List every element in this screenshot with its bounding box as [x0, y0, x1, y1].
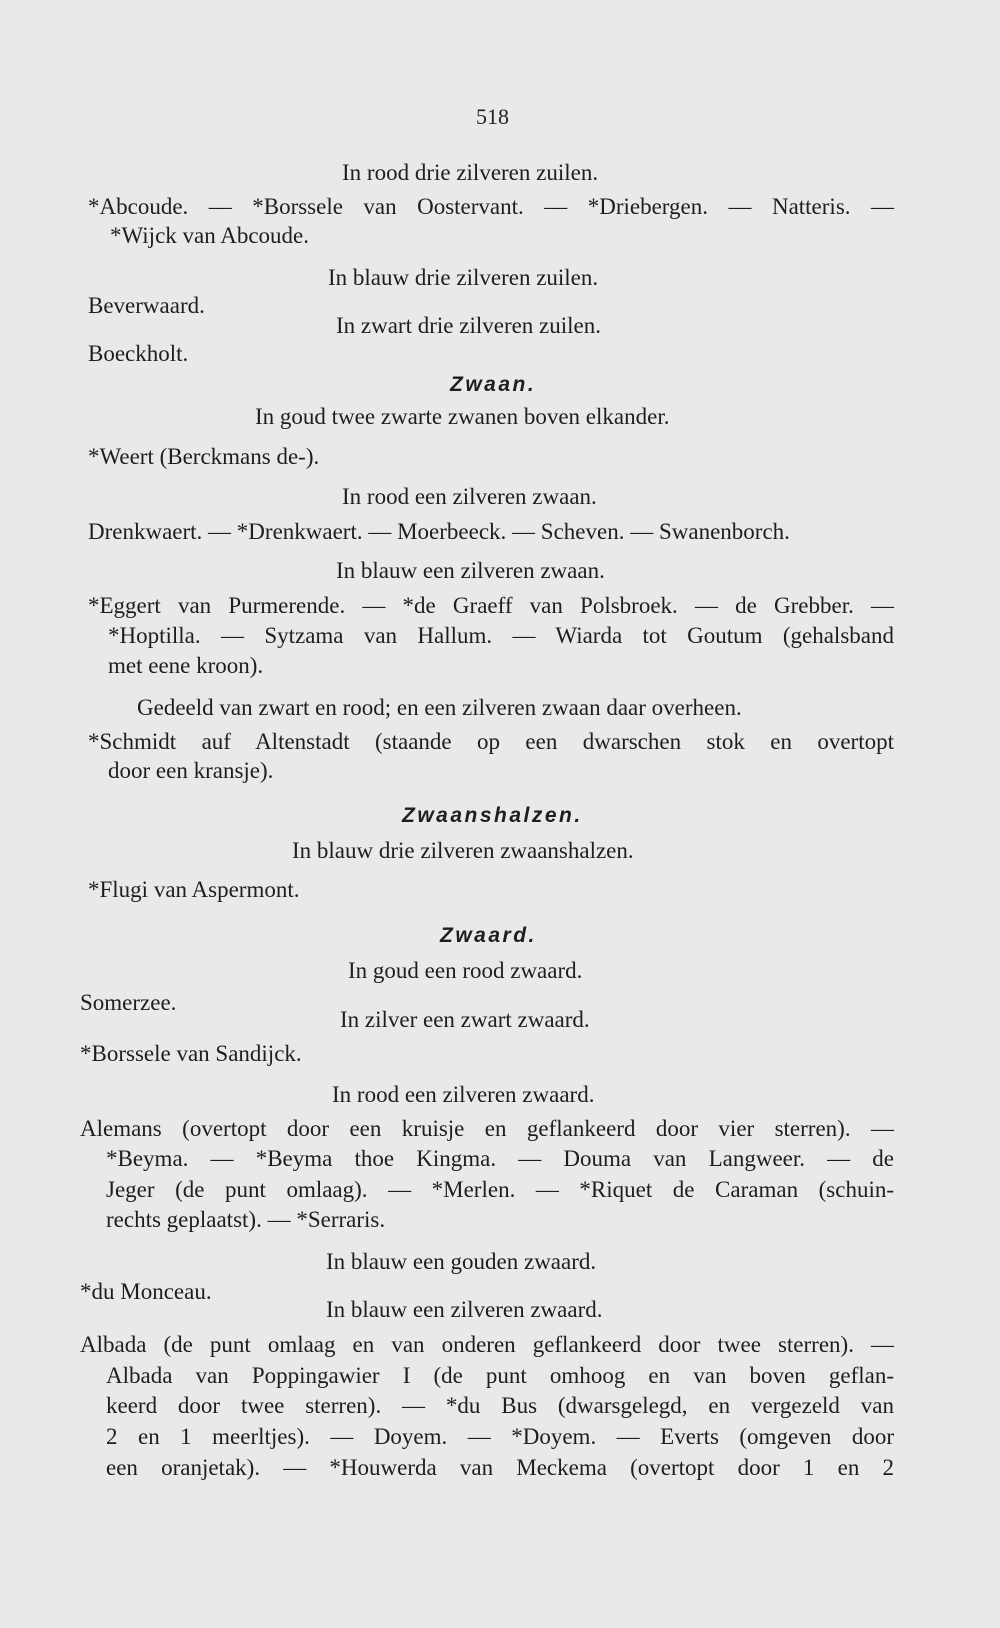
text-line: *Eggert van Purmerende. — *de Graeff van Polsbroek. — de Grebber. — [88, 593, 894, 618]
text-line: keerd door twee sterren). — *du Bus (dwarsgelegd, en vergezeld van [106, 1393, 894, 1418]
text-line: In zilver een zwart zwaard. [340, 1007, 590, 1032]
section-heading: Zwaanshalzen. [402, 804, 583, 827]
text-line: Boeckholt. [88, 341, 189, 366]
text-line: Jeger (de punt omlaag). — *Merlen. — *Riquet de Caraman (schuin- [106, 1177, 894, 1202]
text-line: een oranjetak). — *Houwerda van Meckema (overtopt door 1 en 2 [106, 1455, 894, 1480]
text-line: *Wijck van Abcoude. [110, 223, 309, 248]
text-line: *Hoptilla. — Sytzama van Hallum. — Wiarda tot Goutum (gehalsband [108, 623, 894, 648]
text-line: *Borssele van Sandijck. [80, 1041, 302, 1066]
text-line: Albada (de punt omlaag en van onderen geflankeerd door twee sterren). — [80, 1332, 894, 1357]
text-line: door een kransje). [108, 758, 274, 783]
text-line: In blauw drie zilveren zwaanshalzen. [292, 838, 634, 863]
text-line: In rood drie zilveren zuilen. [342, 160, 599, 185]
text-line: Drenkwaert. — *Drenkwaert. — Moerbeeck. — Scheven. — Swanenborch. [88, 519, 790, 544]
text-line: 2 en 1 meerltjes). — Doyem. — *Doyem. — Everts (omgeven door [106, 1424, 894, 1449]
text-line: *Beyma. — *Beyma thoe Kingma. — Douma van Langweer. — de [106, 1146, 894, 1171]
text-line: *du Monceau. [80, 1279, 212, 1304]
text-line: *Weert (Berckmans de-). [88, 444, 320, 469]
text-line: In goud een rood zwaard. [348, 958, 583, 983]
text-line: In blauw drie zilveren zuilen. [328, 265, 599, 290]
text-line: Somerzee. [80, 990, 177, 1015]
text-line: Beverwaard. [88, 293, 205, 318]
text-line: *Abcoude. — *Borssele van Oostervant. — *Driebergen. — Natteris. — [88, 194, 894, 219]
text-line: Gedeeld van zwart en rood; en een zilveren zwaan daar overheen. [137, 695, 742, 720]
section-heading: Zwaan. [450, 373, 537, 396]
text-line: In blauw een zilveren zwaard. [326, 1297, 603, 1322]
text-line: *Flugi van Aspermont. [88, 877, 300, 902]
text-line: rechts geplaatst). — *Serraris. [106, 1207, 386, 1232]
text-line: Albada van Poppingawier I (de punt omhoog en van boven geflan- [106, 1363, 894, 1388]
text-line: In rood een zilveren zwaan. [342, 484, 597, 509]
text-line: In goud twee zwarte zwanen boven elkander. [255, 404, 670, 429]
text-line: met eene kroon). [108, 653, 264, 678]
text-line: In zwart drie zilveren zuilen. [336, 313, 602, 338]
text-line: Alemans (overtopt door een kruisje en geflankeerd door vier sterren). — [80, 1116, 894, 1141]
text-line: In blauw een gouden zwaard. [326, 1249, 597, 1274]
text-line: In rood een zilveren zwaard. [332, 1082, 595, 1107]
section-heading: Zwaard. [440, 924, 537, 947]
page-number: 518 [476, 104, 509, 129]
text-line: In blauw een zilveren zwaan. [336, 558, 605, 583]
text-line: *Schmidt auf Altenstadt (staande op een dwarschen stok en overtopt [88, 729, 894, 754]
